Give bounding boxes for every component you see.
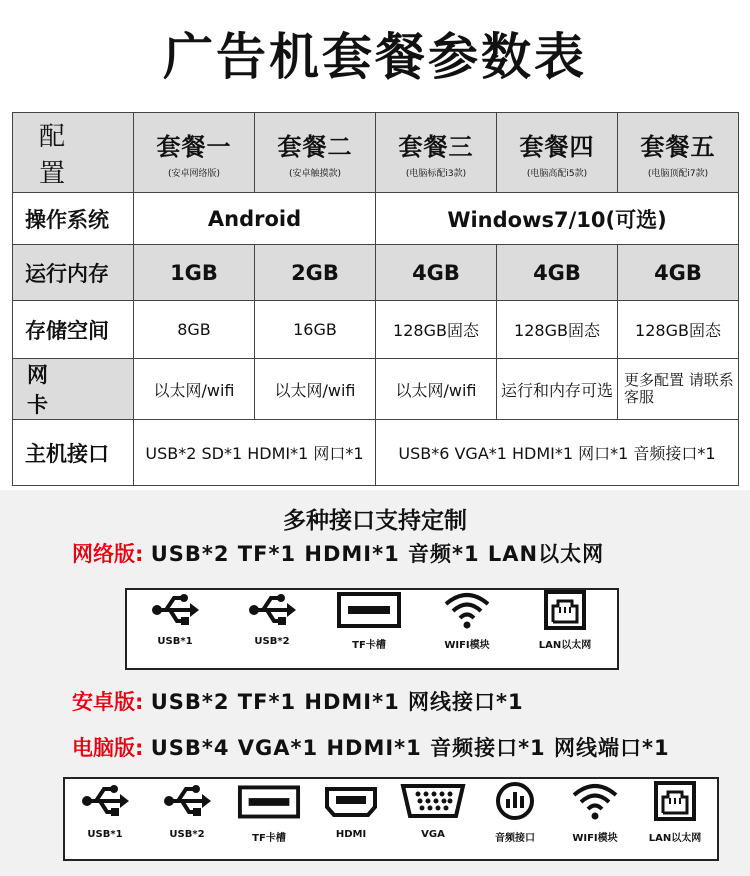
nic-label: 网 卡 [13,359,134,420]
icon-caption: WIFI模块 [572,833,618,844]
package-name: 套餐五 [640,132,716,161]
nic-value: 运行和内存可选 [497,359,618,420]
storage-row [13,301,739,359]
icon-caption: WIFI模块 [444,640,490,651]
audio-icon [490,779,540,823]
ram-value: 4GB [497,245,618,301]
package-sub: (电脑标配i3款) [405,168,467,179]
ram-row [13,245,739,301]
hdmi-item [311,779,391,840]
lan-port-icon [650,779,700,823]
package-sub: (电脑高配i5款) [526,168,588,179]
icon-caption: LAN以太网 [538,640,592,651]
icon-caption: 音频接口 [495,833,535,844]
wifi-item [427,590,507,651]
storage-value: 128GB固态 [618,301,739,359]
audio-item [475,779,555,844]
package-name: 套餐四 [519,132,595,161]
hdmi-port-icon [324,779,378,823]
package-sub: (电脑顶配i7款) [647,168,709,179]
ports-label: 主机接口 [13,420,134,486]
nic-value: 以太网/wifi [134,359,255,420]
vga-port-icon [400,779,466,823]
usb-2-item [232,590,312,647]
header-label: 配 置 [13,113,134,193]
android-version-value: USB*2 TF*1 HDMI*1 网线接口*1 [150,690,524,714]
icon-caption: VGA [421,829,445,840]
lan-item [635,779,715,844]
os-android: Android [134,193,376,245]
android-version-label: 安卓版: [72,690,144,714]
package-name: 套餐一 [156,132,232,161]
storage-value: 128GB固态 [497,301,618,359]
package-1-header [134,113,255,193]
storage-value: 16GB [255,301,376,359]
icon-caption: USB*2 [254,636,290,647]
ram-value: 1GB [134,245,255,301]
usb-icon [247,590,297,630]
usb-2-item [147,779,227,840]
usb-1-item [65,779,145,840]
os-windows: Windows7/10(可选) [376,193,739,245]
vga-item [393,779,473,840]
pc-version-label: 电脑版: [72,736,144,760]
nic-value: 更多配置 请联系客服 [618,359,739,420]
network-icon-panel [125,588,619,670]
spec-table [12,112,739,486]
usb-icon [150,590,200,630]
lan-port-icon [540,590,590,630]
network-version-label: 网络版: [72,542,144,566]
wifi-item [555,779,635,844]
usb-1-item [135,590,215,647]
icon-caption: USB*1 [157,636,193,647]
package-name: 套餐三 [398,132,474,161]
package-3-header [376,113,497,193]
os-label: 操作系统 [13,193,134,245]
ram-value: 4GB [376,245,497,301]
tf-slot-icon [237,779,301,823]
pc-version-value: USB*4 VGA*1 HDMI*1 音频接口*1 网线端口*1 [150,736,670,760]
package-sub: (安卓网络版) [167,168,221,179]
tf-slot-icon [336,590,402,630]
android-version-line [72,686,524,716]
ram-label: 运行内存 [13,245,134,301]
ram-value: 4GB [618,245,739,301]
lan-item [525,590,605,651]
icon-caption: USB*2 [169,829,205,840]
usb-icon [80,779,130,823]
ram-value: 2GB [255,245,376,301]
os-row [13,193,739,245]
pc-version-line [72,732,670,762]
nic-value: 以太网/wifi [376,359,497,420]
usb-icon [162,779,212,823]
icon-caption: LAN以太网 [648,833,702,844]
storage-value: 128GB固态 [376,301,497,359]
package-5-header [618,113,739,193]
page-title: 广告机套餐参数表 [163,28,587,86]
icon-caption: HDMI [335,829,367,840]
icon-caption: TF卡槽 [252,833,286,844]
storage-label: 存储空间 [13,301,134,359]
wifi-icon [570,779,620,823]
package-name: 套餐二 [277,132,353,161]
package-2-header [255,113,376,193]
nic-value: 以太网/wifi [255,359,376,420]
ports-android: USB*2 SD*1 HDMI*1 网口*1 [134,420,376,486]
icon-caption: USB*1 [87,829,123,840]
interfaces-title: 多种接口支持定制 [283,508,467,534]
nic-row [13,359,739,420]
icon-caption: TF卡槽 [352,640,386,651]
tf-slot-item [229,779,309,844]
network-version-value: USB*2 TF*1 HDMI*1 音频*1 LAN以太网 [150,542,605,566]
network-version-line [72,538,604,568]
wifi-icon [442,590,492,630]
package-4-header [497,113,618,193]
table-header-row [13,113,739,193]
storage-value: 8GB [134,301,255,359]
pc-icon-panel [63,777,719,861]
ports-windows: USB*6 VGA*1 HDMI*1 网口*1 音频接口*1 [376,420,739,486]
tf-slot-item [329,590,409,651]
ports-row [13,420,739,486]
package-sub: (安卓触摸款) [288,168,342,179]
